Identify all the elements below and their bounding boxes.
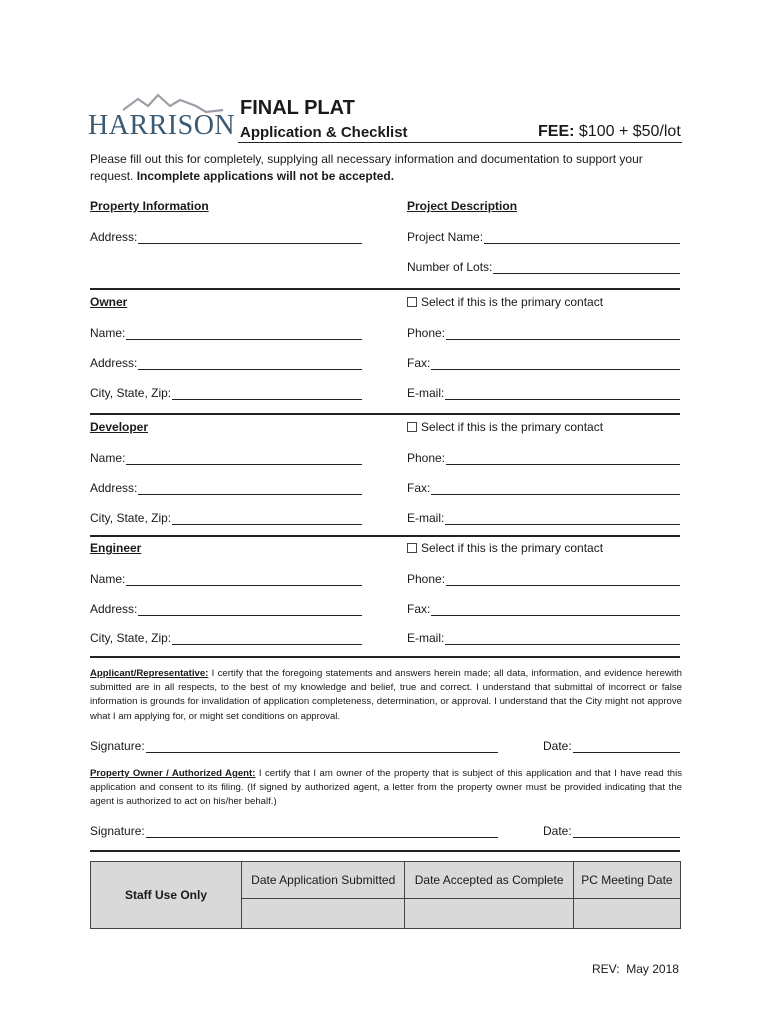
staff-use-table <box>90 861 681 929</box>
divider <box>90 413 680 415</box>
engineer-email-field[interactable]: E-mail: <box>407 629 680 645</box>
applicant-signature-field[interactable]: Signature: <box>90 737 498 753</box>
owner-fax-field[interactable]: Fax: <box>407 354 680 370</box>
column-header: Date Accepted as Complete <box>405 862 573 899</box>
project-name-field[interactable]: Project Name: <box>407 228 680 244</box>
developer-primary-checkbox[interactable]: Select if this is the primary contact <box>407 420 603 434</box>
owner-phone-field[interactable]: Phone: <box>407 324 680 340</box>
date-accepted-cell[interactable] <box>405 899 573 929</box>
page-subtitle: Application & Checklist <box>240 124 408 141</box>
owner-agent-signature-field[interactable]: Signature: <box>90 822 498 838</box>
revision-date: REV: May 2018 <box>592 962 679 976</box>
intro-text: Please fill out this for completely, supplying all necessary information and documentation to support your request. Incomplete applications will not be accepted. <box>90 152 643 183</box>
project-heading: Project Description <box>407 199 518 213</box>
owner-name-field[interactable]: Name: <box>90 324 362 340</box>
divider <box>90 535 680 537</box>
applicant-heading: Applicant/Representative: <box>90 668 209 679</box>
page-title: FINAL PLAT <box>240 97 355 119</box>
harrison-logo <box>88 90 238 142</box>
owner-city-field[interactable]: City, State, Zip: <box>90 384 362 400</box>
fee <box>538 123 681 141</box>
column-header: PC Meeting Date <box>573 862 680 899</box>
pc-meeting-date-cell[interactable] <box>573 899 680 929</box>
owner-heading: Owner <box>90 295 128 309</box>
header-rule <box>238 142 682 143</box>
fee-label: FEE: <box>538 123 575 140</box>
logo-text: HARRISON <box>88 110 236 141</box>
number-of-lots-field[interactable]: Number of Lots: <box>407 258 680 274</box>
property-address-field[interactable]: Address: <box>90 228 362 244</box>
checkbox-icon[interactable] <box>407 297 417 307</box>
date-submitted-cell[interactable] <box>242 899 405 929</box>
owner-address-field[interactable]: Address: <box>90 354 362 370</box>
column-header: Date Application Submitted <box>242 862 405 899</box>
engineer-heading: Engineer <box>90 541 142 555</box>
checkbox-icon[interactable] <box>407 422 417 432</box>
intro-bold: Incomplete applications will not be accepted. <box>136 169 395 183</box>
divider <box>90 656 680 658</box>
owner-primary-checkbox[interactable]: Select if this is the primary contact <box>407 295 603 309</box>
developer-email-field[interactable]: E-mail: <box>407 509 680 525</box>
staff-use-label: Staff Use Only <box>91 862 242 929</box>
checkbox-icon[interactable] <box>407 543 417 553</box>
developer-name-field[interactable]: Name: <box>90 449 362 465</box>
developer-city-field[interactable]: City, State, Zip: <box>90 509 362 525</box>
engineer-fax-field[interactable]: Fax: <box>407 600 680 616</box>
engineer-primary-checkbox[interactable]: Select if this is the primary contact <box>407 541 603 555</box>
engineer-name-field[interactable]: Name: <box>90 570 362 586</box>
applicant-date-field[interactable]: Date: <box>543 737 680 753</box>
developer-heading: Developer <box>90 420 149 434</box>
applicant-statement: Applicant/Representative: I certify that the foregoing statements and answers herein made; all data, information, and evidence herewith submitted are in all respects, to the best of my knowledge and belief, true and correct. I understand that submittal of incorrect or false information is grounds for invalidation of application completeness, determination, or approval. I understand that the City might not approve what I am applying for, or might set conditions on approval. <box>90 668 683 722</box>
property-heading: Property Information <box>90 199 209 213</box>
divider <box>90 850 680 852</box>
developer-fax-field[interactable]: Fax: <box>407 479 680 495</box>
developer-phone-field[interactable]: Phone: <box>407 449 680 465</box>
divider <box>90 288 680 290</box>
engineer-city-field[interactable]: City, State, Zip: <box>90 629 362 645</box>
owner-agent-statement: Property Owner / Authorized Agent: I certify that I am owner of the property that is subject of this application and that I have read this application and consent to its filing. (If signed by authorized agent, a letter from the property owner must be provided indicating that the agent is authorized to act on his/her behalf.) <box>90 768 683 808</box>
engineer-phone-field[interactable]: Phone: <box>407 570 680 586</box>
developer-address-field[interactable]: Address: <box>90 479 362 495</box>
engineer-address-field[interactable]: Address: <box>90 600 362 616</box>
owner-agent-heading: Property Owner / Authorized Agent: <box>90 768 256 779</box>
owner-agent-date-field[interactable]: Date: <box>543 822 680 838</box>
fee-value: $100 + $50/lot <box>578 123 681 140</box>
owner-email-field[interactable]: E-mail: <box>407 384 680 400</box>
